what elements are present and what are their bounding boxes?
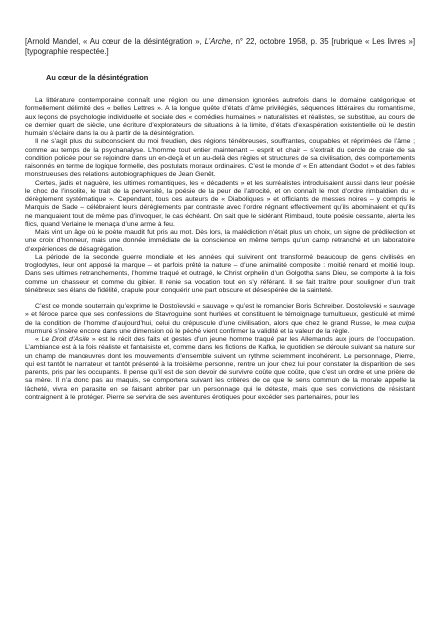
paragraph-text: « [35, 336, 42, 343]
article-paragraph [25, 229, 415, 254]
italic-text: Le Droit d’Asile [41, 336, 90, 343]
article-paragraph [25, 336, 415, 402]
paragraph-text: La littérature contemporaine connaît une région ou une dimension ignorées autrefois dans le domaine catégorique et formellement délimité des « belles Lettres ». A la longue quête d’états d’âme privilégiés, séquences littéraires du romantisme, aux leçons de psychologie individuelle et sociale des « comédies humaines » naturalistes et réalistes, se substitue, au cours de ce dernier quart de siècle, une écriture d’explorateurs de situations à la limite, d’états d’exaspération existentielle où le destin humain s’éclaire dans la ou à partir de la désintégration. [25, 97, 415, 137]
citation-suffix: , n° 22, octobre 1958, p. 35 [rubrique « Les livres »] [typographie respectée.] [25, 37, 416, 56]
paragraph-text: Mais vint un âge où le poète maudit fut pris au mot. Dès lors, la malédiction n’était plus un choix, un signe de prédilection et une croix d’honneur, mais une donnée immédiate de la conscience en même temps qu’un camp retranché et un laboratoire d’expériences de désagrégation. [25, 229, 415, 253]
article-paragraph [25, 254, 415, 295]
article-paragraph [25, 303, 415, 336]
article-body [25, 97, 415, 402]
paragraph-text: murmuré s’insère encore dans une dimension où le péché vient confirmer la validité et la valeur de la règle. [25, 327, 350, 335]
article-paragraph [25, 138, 415, 179]
paragraph-text: » est le récit des faits et gestes d’un jeune homme traqué par les Allemands aux jours de l’occupation. L’ambiance est à la fois réaliste et fantaisiste et, comme dans les fictions de Kafka, le quotidien se déroule suivant sa nature sur un champ de manœuvres dont les mouvements d’ensemble suivent un rythme sciemment incohérent. Le personnage, Pierre, qui est tantôt le narrateur et tantôt présenté à la troisième personne, rentre un jour chez lui pour constater la disparition de ses parents, pris par les occupants. Il pense qu’il est de son devoir de survivre coûte que coûte, que c’est un ordre et une prière de sa mère. Il n’a donc pas au maquis, se comportera suivant les critères de ce que le sens commun de la morale appelle la lâcheté, vivra en parasite en se faisant abriter par un personnage qui le déteste, mais que ses convictions de résistant contraignent à le protéger. Pierre se servira de ses aventures érotiques pour excéder ses partenaires, pour les [25, 336, 415, 401]
paragraph-text: Certes, jadis et naguère, les ultimes romantiques, les « décadents » et les surréalistes introduisaient aussi dans leur poésie le choc de l’insolite, le trait de la perversité, la poésie de la peur de l’atrocité, et on connaît le mot d’ordre rimbaldien du « dérèglement systématique ». Cependant, tous ces auteurs de « Diaboliques » et officiants de messes noires – y compris le Marquis de Sade – célébraient leurs dérèglements par contraste avec l’ordre régnant effectivement qu’ils abominaient et qu’ils ne manquaient tout de même pas d’invoquer, le cas échéant. On sait que le sidérant Rimbaud, toute poésie cessante, alerta les flics, quand Verlaine le menaça d’une arme à feu. [25, 179, 415, 228]
article-paragraph [25, 180, 415, 230]
citation-prefix: [Arnold Mandel, « Au cœur de la désintégration », [25, 37, 205, 46]
paragraph-text: C’est ce monde souterrain qu’exprime le Dostoïevski « sauvage » qu’est le romancier Boris Schreiber. Dostoïevski « sauvage » et féroce parce que ses confessions de Stavroguine sont hurlées et constituent le témoignage tumultueux, gesticulé et mimé de la condition de l’homme d’aujourd’hui, celui du crépuscule d’une civilisation, alors que chez le grand Russe, le [25, 303, 415, 327]
article-paragraph [25, 97, 415, 138]
journal-name: L’Arche [204, 37, 231, 46]
article-title: Au cœur de la désintégration [46, 73, 149, 82]
paragraph-text: Il ne s’agit plus du subconscient du moi freudien, des régions ténébreuses, souffrantes, coupables et réprimées de l’âme ; comme au temps de la psychanalyse. L’homme tout entier maintenant – esprit et chair – s’extrait du cercle de craie de sa condition policée pour se rejoindre dans un en-deçà et un au-delà des règles et structures de sa civilisation, des comportements raisonnés en terme de logique formelle, des postulats moraux ordinaires. C’est le monde d’ « En attendant Godot » et des fables monstrueuses des relations autobiographiques de Jean Genêt. [25, 138, 415, 179]
section-spacer [25, 295, 415, 303]
citation-header [25, 37, 415, 56]
paragraph-text: La période de la seconde guerre mondiale et les années qui suivirent ont transformé beaucoup de gens civilisés en troglodytes, leur ont apposé la marque – et parfois prêté la nature – d’une animalité composite : moitié renard et moitié loup. Dans ses ultimes retranchements, l’homme traqué et outragé, le Christ orphelin d’un Golgotha sans Dieu, se comporte à la fois comme un chasseur et comme du gibier. Il renie sa vocation tout en s’y référant. Il se fait traître pour souligner d’un trait ténébreux ses élans de fidélité, crapule pour conquérir une part obscure et désespérée de la sainteté. [25, 253, 415, 294]
italic-text: mea culpa [382, 319, 416, 327]
